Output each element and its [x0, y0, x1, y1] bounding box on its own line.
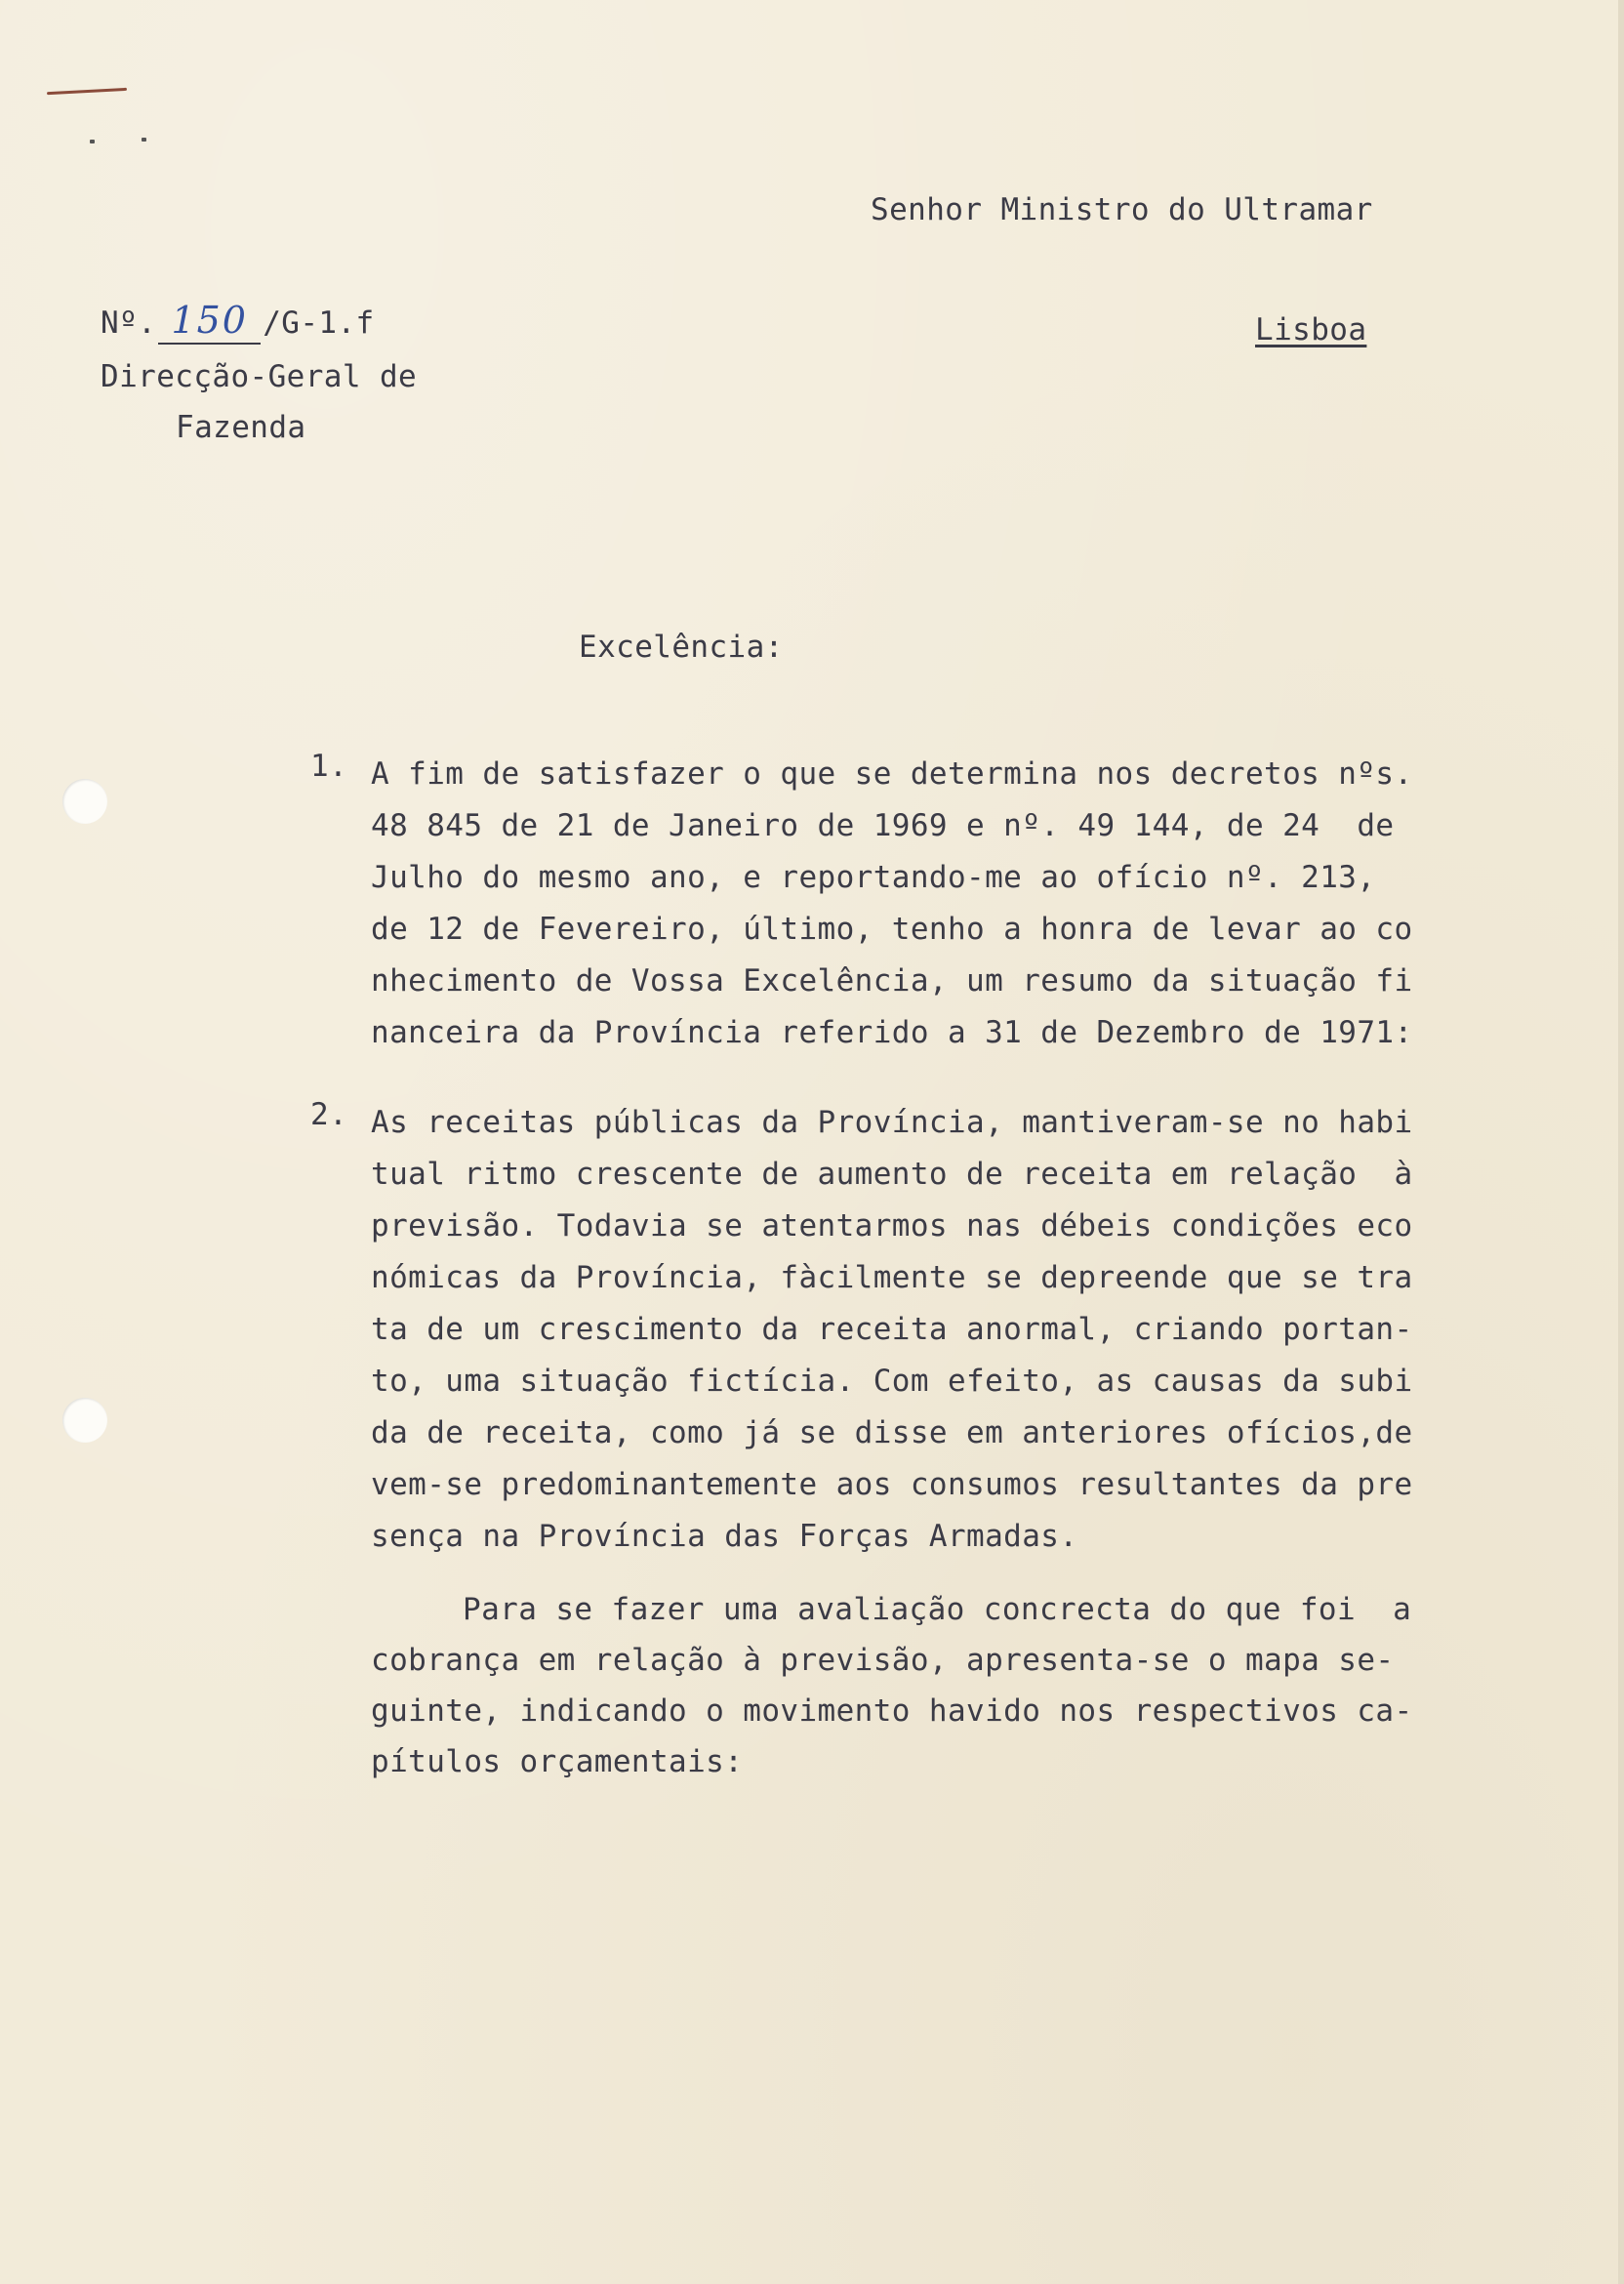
paragraph-line: A fim de satisfazer o que se determina nos decretos nºs. [371, 756, 1413, 792]
ink-mark [47, 88, 127, 95]
ink-dot [142, 138, 146, 142]
punch-hole-top [62, 779, 107, 824]
paragraph-line: guinte, indicando o movimento havido nos respectivos ca- [371, 1693, 1413, 1729]
ink-dot [90, 140, 95, 143]
addressee: Senhor Ministro do Ultramar [871, 192, 1373, 227]
paragraph-line: pítulos orçamentais: [371, 1744, 744, 1779]
paragraph-line: Julho do mesmo ano, e reportando-me ao ofício nº. 213, [371, 860, 1376, 895]
addressee-city: Lisboa [1255, 312, 1367, 347]
paragraph-line: da de receita, como já se disse em anteriores ofícios,de [371, 1415, 1413, 1450]
paragraph-line: As receitas públicas da Província, mantiveram-se no habi [371, 1105, 1413, 1140]
reference-suffix: /G-1.f [263, 306, 375, 341]
paragraph-line: sença na Província das Forças Armadas. [371, 1519, 1078, 1554]
paragraph-line: previsão. Todavia se atentarmos nas débeis condições eco [371, 1208, 1413, 1244]
reference-handwritten-number: 150 [171, 299, 248, 342]
paragraph-number: 1. [310, 749, 348, 784]
paragraph-line: Para se fazer uma avaliação concrecta do que foi a [463, 1592, 1412, 1627]
paragraph-body [371, 1584, 1413, 1787]
paragraph-line: vem-se predominantemente aos consumos resultantes da pre [371, 1467, 1413, 1502]
salutation: Excelência: [579, 630, 784, 665]
paragraph-line: tual ritmo crescente de aumento de receita em relação à [371, 1157, 1413, 1192]
paragraph-line: de 12 de Fevereiro, último, tenho a honra de levar ao co [371, 912, 1413, 947]
paragraph-line: cobrança em relação à previsão, apresenta-se o mapa se- [371, 1643, 1395, 1678]
paragraph-body [371, 1097, 1413, 1563]
paragraph-line: ta de um crescimento da receita anormal, criando portan- [371, 1312, 1413, 1347]
reference-prefix: Nº. [101, 306, 157, 341]
paragraph-line: nanceira da Província referido a 31 de Dezembro de 1971: [371, 1015, 1413, 1050]
page-edge-strip [1618, 0, 1624, 2284]
paragraph-line: to, uma situação fictícia. Com efeito, as causas da subi [371, 1364, 1413, 1399]
paragraph-body [371, 749, 1413, 1059]
paragraph-line: nhecimento de Vossa Excelência, um resumo da situação fi [371, 963, 1413, 999]
department-line-2: Fazenda [176, 410, 306, 445]
reference-number [101, 301, 375, 345]
paragraph-number: 2. [310, 1097, 348, 1132]
punch-hole-bottom [62, 1398, 107, 1443]
paragraph-line: 48 845 de 21 de Janeiro de 1969 e nº. 49 144, de 24 de [371, 808, 1395, 843]
reference-blank [158, 301, 261, 345]
department-line-1: Direcção-Geral de [101, 359, 418, 394]
paragraph-line: nómicas da Província, fàcilmente se depreende que se tra [371, 1260, 1413, 1295]
